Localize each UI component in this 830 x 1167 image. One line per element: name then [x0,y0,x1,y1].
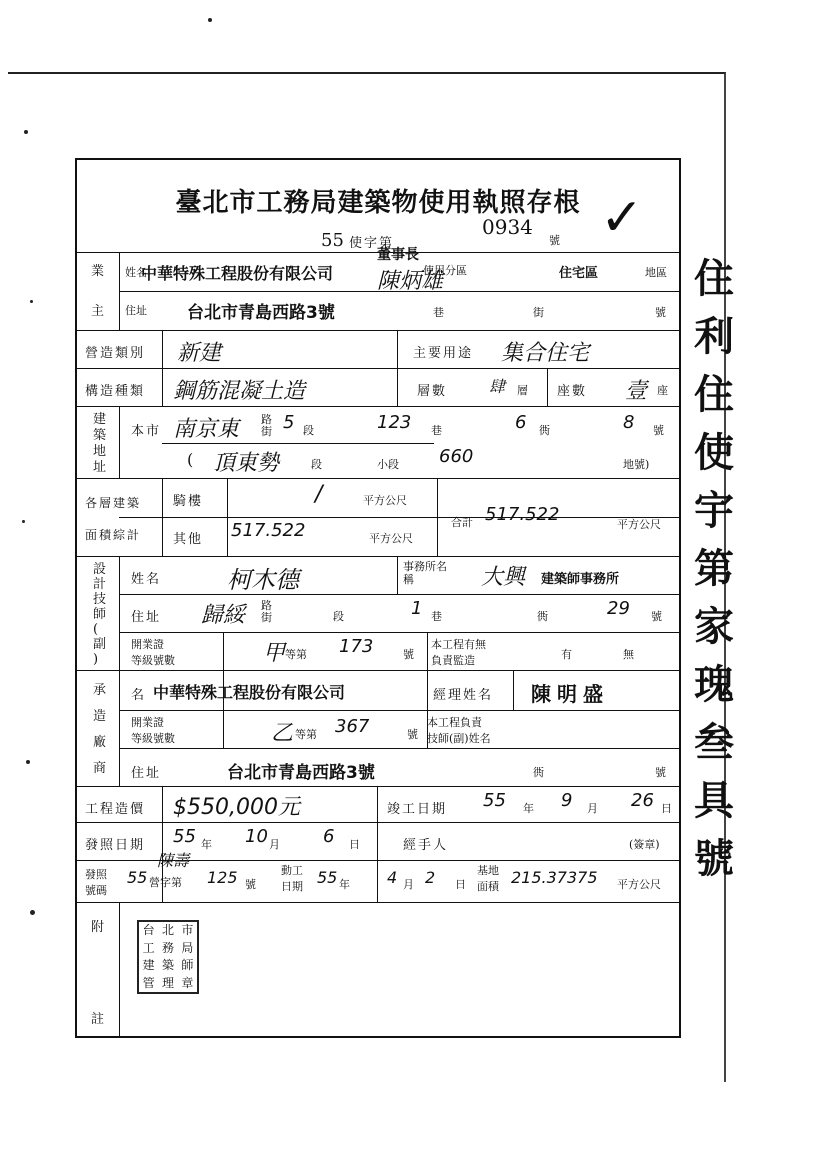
zone-label-2: 地區 [645,266,667,279]
contractor-addr-no: 號 [655,766,666,779]
done-label: 竣工日期 [387,802,448,817]
issue-month: 10 [245,826,268,847]
col-line [119,902,120,1038]
manager-label: 經理姓名 [433,688,494,703]
designer-license-label-2: 等級號數 [131,654,175,667]
count-unit: 座 [657,384,668,397]
contractor-license-no: 367 [335,716,370,737]
floors-unit: 層 [517,384,528,397]
zone-value: 住宅區 [559,266,599,281]
rule [119,748,679,749]
owner-label: 主 [91,304,107,319]
permit-number: 125 [207,868,238,887]
structure-value: 鋼筋混凝土造 [173,379,306,404]
count-label: 座數 [557,384,588,399]
contractor-label [93,678,107,782]
official-seal [137,920,199,994]
arcade-value: / [315,482,323,507]
designer-label-char: ( [93,622,101,637]
designer-addr-lane: 1 [411,598,423,619]
site-no-unit: 號 [653,424,664,437]
supervise-value: 有 [561,648,572,661]
start-label: 動工 [281,864,303,877]
contractor-license-label-2: 等級號數 [131,732,175,745]
office-suffix: 建築師事務所 [541,572,620,587]
owner-addr-lane: 巷 [433,306,444,319]
designer-license-no: 173 [339,636,374,657]
tech-label: 本工程負責 [427,716,482,729]
start-label-2: 日期 [281,880,303,893]
zone-label: 使用分區 [423,264,467,277]
other-unit: 平方公尺 [369,532,413,545]
permit-prefix: 55 [127,868,148,887]
number-suffix: 號 [549,234,560,247]
use-value: 集合住宅 [501,341,590,366]
issue-day-unit: 日 [349,838,360,851]
seal-char: 市 [181,923,194,938]
contractor-label-char: 商 [93,761,109,776]
site-lane-unit: 巷 [431,424,442,437]
designer-addr-lane-unit: 巷 [431,610,442,623]
spine-char: 使 [694,429,734,476]
designer-addr-label: 住址 [131,610,162,625]
cost-label: 工程造價 [85,802,146,817]
issue-day: 6 [323,826,335,847]
tech-label-2: 技師(副)姓名 [427,732,491,745]
site-lot-unit: 地號) [623,458,650,471]
done-month-unit: 月 [587,802,598,815]
seal-char: 理 [161,975,174,990]
spine-char: 第 [694,545,734,592]
col-line [437,478,438,556]
total-label: 合計 [451,516,473,529]
rule [119,517,679,518]
designer-addr-road-unit: 路街 [261,599,272,624]
seal-char: 工 [142,940,155,955]
issue-month-unit: 月 [269,838,280,851]
site-no: 8 [623,412,635,433]
check-mark: ✓ [600,188,644,248]
seal-char: 章 [181,975,194,990]
other-value: 517.522 [231,520,306,541]
designer-license-unit: 號 [403,648,414,661]
spine-char: 叁 [694,719,734,766]
designer-label-char: ) [93,652,101,667]
contractor-label-char: 承 [93,683,109,698]
seal-char: 師 [181,958,194,973]
contractor-license-grade: 乙 [271,721,294,746]
site-road-unit: 路街 [261,413,272,438]
spine-char: 住 [694,371,734,418]
col-line [119,556,120,786]
rule [119,710,679,711]
col-line [119,252,120,330]
contractor-name-label: 名 [131,688,147,703]
permit-label-2: 號碼 [85,884,107,897]
seal-char: 管 [142,975,155,990]
designer-name: 柯木德 [227,566,299,594]
issue-label: 發照日期 [85,838,146,853]
base-label-2: 面積 [477,880,499,893]
issue-year: 55 [173,826,196,847]
build-type-value: 新建 [177,341,222,366]
issue-year-unit: 年 [201,838,212,851]
owner-addr-label: 住址 [125,304,147,317]
contractor-label-char: 廠 [93,735,109,750]
floors-label: 層數 [417,384,448,399]
scan-speck [24,130,28,134]
seal-char: 務 [161,940,174,955]
floors-value: 肆 [489,377,506,396]
done-month: 9 [561,790,573,811]
owner-name-label: 姓名 [125,266,147,279]
number-prefix: 55 [321,230,344,251]
start-day: 2 [425,868,436,887]
contractor-addr: 台北市青島西路3號 [227,763,375,783]
spine-char: 利 [694,313,734,360]
base-label: 基地 [477,864,499,877]
rule [77,368,679,369]
site-area: 頂東勢 [213,451,280,476]
seal-char: 建 [142,958,155,973]
site-label-char: 址 [93,460,109,475]
seal-char: 北 [161,923,174,938]
sign-label: (簽章) [629,838,660,851]
contractor-label-char: 造 [93,709,109,724]
done-year-unit: 年 [523,802,534,815]
owner-addr-street: 街 [533,306,544,319]
designer-label [93,562,107,667]
total-value: 517.522 [485,504,560,525]
owner-addr-no: 號 [655,306,666,319]
designer-addr-no: 29 [607,598,630,619]
designer-license-word: 等第 [285,648,307,661]
contractor-license-word: 等第 [295,728,317,741]
designer-label-char: 副 [93,637,109,652]
designer-label-char: 設 [93,562,109,577]
rule [162,443,434,444]
site-area-prefix: ( [187,450,194,469]
spine-char: 號 [694,835,734,882]
rule [77,478,679,479]
site-label [93,412,107,476]
rule [77,786,679,787]
col-line [162,330,163,406]
spine-char: 住 [694,255,734,302]
permit-number: 0934 [482,215,533,239]
contractor-name: 中華特殊工程股份有限公司 [153,683,346,702]
owner-label: 業 [91,264,107,279]
owner-addr: 台北市青島西路3號 [187,303,335,323]
site-city: 本市 [131,424,162,439]
permit-note: 陳壽 [157,851,190,870]
contractor-license-label: 開業證 [131,716,164,729]
site-area-unit: 段 [311,458,322,471]
contractor-license-unit: 號 [407,728,418,741]
col-line [377,786,378,902]
seal-char: 台 [142,923,155,938]
base-value: 215.37375 [511,868,598,887]
site-lane: 123 [377,412,412,433]
site-sub-label: 小段 [377,458,399,471]
site-alley-unit: 衖 [539,424,550,437]
count-value: 壹 [625,379,648,404]
rule [77,902,679,903]
start-day-unit: 日 [455,878,466,891]
rule [77,406,679,407]
spine-char: 瑰 [694,661,734,708]
site-alley: 6 [515,412,527,433]
cost-value: $550,000元 [173,795,300,820]
build-type-label: 營造類別 [85,346,146,361]
col-line [162,478,163,556]
supervise-label-2: 負責監造 [431,654,475,667]
designer-addr-road: 歸綏 [201,603,246,628]
designer-addr-no-unit: 號 [651,610,662,623]
structure-label: 構造種類 [85,384,146,399]
chairman-name: 陳炳雄 [377,269,444,294]
use-label: 主要用途 [413,346,474,361]
site-label-char: 築 [93,428,109,443]
manager-name: 陳明盛 [531,682,609,706]
contractor-addr-alley: 衖 [533,766,544,779]
rule [77,556,679,557]
designer-addr-alley-unit: 衖 [537,610,548,623]
designer-label-char: 技 [93,592,109,607]
seal-char: 局 [181,940,194,955]
arcade-label: 騎樓 [173,494,204,509]
rule [119,594,679,595]
designer-label-char: 師 [93,607,109,622]
permit-form [75,158,681,1038]
remarks-label-2: 註 [91,1012,107,1027]
rule [77,330,679,331]
office-label: 事務所名稱 [403,560,447,586]
total-unit: 平方公尺 [617,518,661,531]
done-day: 26 [631,790,654,811]
chairman-label: 董事長 [377,247,419,263]
contractor-addr-label: 住址 [131,766,162,781]
arcade-unit: 平方公尺 [363,494,407,507]
start-month-unit: 月 [403,878,414,891]
permit-unit: 號 [245,878,256,891]
site-label-char: 地 [93,444,109,459]
seal-char: 築 [161,958,174,973]
floor-area-label: 各層建築 [85,496,142,510]
designer-addr-section-unit: 段 [333,610,344,623]
site-label-char: 建 [93,412,109,427]
start-year: 55 [317,868,338,887]
col-line [397,556,398,594]
scan-speck [30,910,35,915]
site-section: 5 [283,412,295,433]
remarks-label: 附 [91,920,107,935]
base-unit: 平方公尺 [617,878,661,891]
spine-char: 具 [694,777,734,824]
col-line [547,368,548,406]
spine-char: 家 [694,603,734,650]
col-line [397,330,398,406]
site-lot: 660 [439,446,474,467]
scan-speck [22,520,25,523]
done-day-unit: 日 [661,802,672,815]
rule [77,822,679,823]
floor-area-label-2: 面積綜計 [85,528,142,542]
scan-speck [26,760,30,764]
done-year: 55 [483,790,506,811]
start-month: 4 [387,868,398,887]
col-line [119,406,120,478]
col-line [513,670,514,710]
designer-label-char: 計 [93,577,109,592]
rule [77,670,679,671]
scan-speck [30,300,33,303]
designer-license-label: 開業證 [131,638,164,651]
start-year-unit: 年 [339,878,350,891]
site-road: 南京東 [173,417,240,442]
form-title: 臺北市工務局建築物使用執照存根 [175,188,581,218]
site-section-unit: 段 [303,424,314,437]
permit-word: 營字第 [149,876,182,889]
permit-label: 發照 [85,868,107,881]
supervise-other: 無 [623,648,634,661]
scan-speck [208,18,212,22]
owner-name: 中華特殊工程股份有限公司 [141,264,334,283]
designer-license-grade: 甲 [263,641,286,666]
col-line [227,478,228,556]
handler-label: 經手人 [403,838,449,853]
spine-text [694,250,734,888]
rule [119,632,679,633]
spine-char: 宇 [694,487,734,534]
number-word: 使字第 [349,236,395,251]
supervise-label: 本工程有無 [431,638,486,651]
office-value: 大興 [481,565,526,590]
other-label: 其他 [173,532,204,547]
designer-name-label: 姓名 [131,572,162,587]
